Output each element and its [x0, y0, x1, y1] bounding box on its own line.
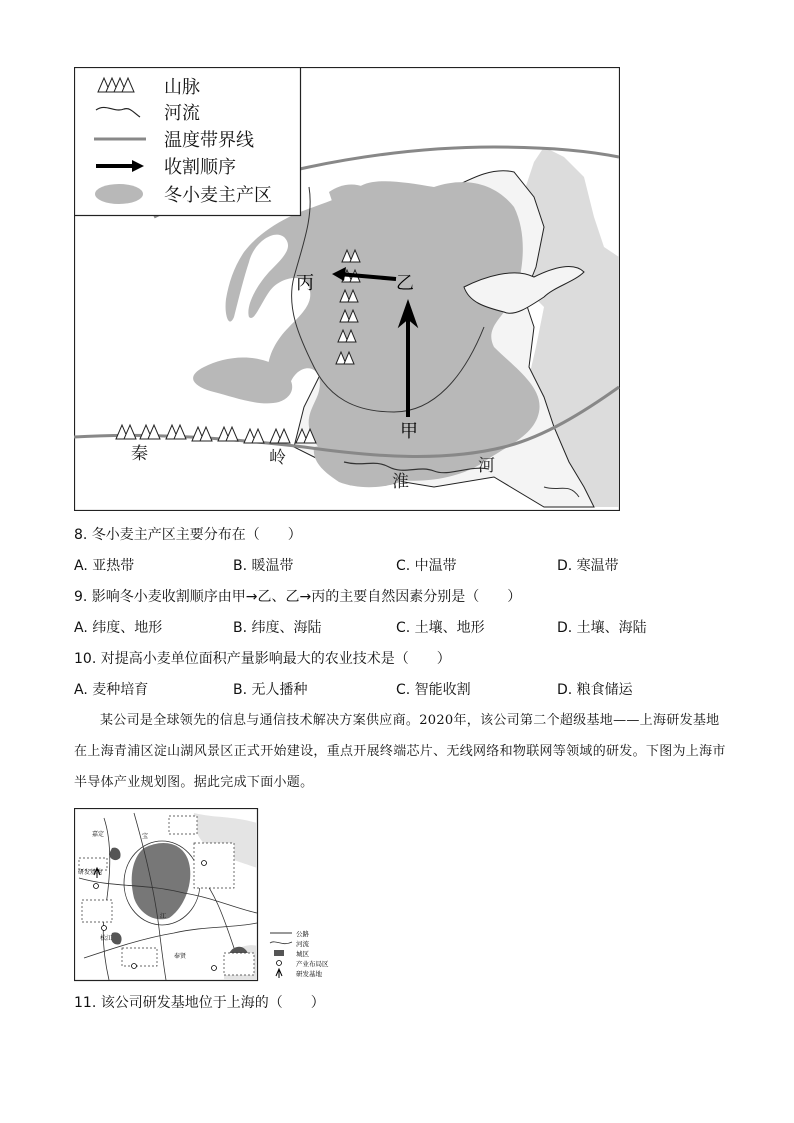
- urban-legend-icon: [274, 950, 284, 956]
- q9-option-c: C. 土壤、地形: [396, 620, 485, 636]
- legend2-urban: 城区: [296, 950, 309, 958]
- legend-mountain-label: 山脉: [164, 77, 200, 98]
- label-qin: 秦: [131, 444, 148, 464]
- legend2-road: 公路: [296, 930, 309, 938]
- legend-river-label: 河流: [164, 103, 200, 124]
- legend2-rd-base: 研发基地: [296, 970, 322, 978]
- q9-option-a: A. 纬度、地形: [74, 620, 163, 636]
- legend-wheat-area-label: 冬小麦主产区: [164, 185, 272, 206]
- reading-passage: 某公司是全球领先的信息与通信技术解决方案供应商。2020年，该公司第二个超级基地——上海研发基地在上海青浦区淀山湖风景区正式开始建设，重点开展终端芯片、无线网络和物联网等领域的研发。下图为上海市半导体产业规划图。据此完成下面小题。: [74, 713, 726, 790]
- legend-harvest-order-label: 收割顺序: [164, 157, 236, 178]
- shanghai-semiconductor-map: [74, 808, 334, 983]
- wheat-area-icon: [95, 184, 143, 204]
- place-songjiang: 松江: [100, 935, 113, 942]
- label-huai: 淮: [392, 472, 409, 492]
- place-fengxian: 奉贤: [174, 953, 187, 960]
- label-yi: 乙: [396, 273, 414, 294]
- q10-option-d: D. 粮食储运: [557, 682, 633, 698]
- q10-option-b: B. 无人播种: [233, 682, 308, 698]
- label-he: 河: [478, 456, 495, 476]
- rd-base-legend-icon: [276, 969, 282, 978]
- q10-option-c: C. 智能收割: [396, 682, 471, 698]
- question-11-stem: 11. 该公司研发基地位于上海的（ ）: [74, 995, 325, 1011]
- place-jiang: 江: [160, 913, 167, 920]
- label-ling: 岭: [269, 448, 286, 468]
- industry-legend-icon: [277, 961, 282, 966]
- question-9-stem: 9. 影响冬小麦收割顺序由甲→乙、乙→丙的主要自然因素分别是（ ）: [74, 589, 522, 605]
- legend2-industry: 产业布局区: [296, 960, 329, 968]
- map1-legend: [75, 68, 301, 216]
- legend2-river: 河流: [296, 940, 309, 948]
- label-jia: 甲: [400, 421, 418, 442]
- river-legend-icon: [270, 942, 292, 944]
- wheat-harvest-map: [74, 67, 620, 511]
- legend-temp-boundary-label: 温度带界线: [164, 130, 254, 151]
- question-8-stem: 8. 冬小麦主产区主要分布在（ ）: [74, 527, 302, 543]
- q9-option-b: B. 纬度、海陆: [233, 620, 322, 636]
- q8-option-a: A. 亚热带: [74, 558, 135, 574]
- place-bao: 宝: [142, 833, 149, 840]
- map2-legend: [270, 929, 329, 978]
- place-yanfa: 研发基地: [78, 869, 103, 876]
- question-10-stem: 10. 对提高小麦单位面积产量影响最大的农业技术是（ ）: [74, 651, 451, 667]
- q8-option-c: C. 中温带: [396, 558, 457, 574]
- q8-option-b: B. 暖温带: [233, 558, 294, 574]
- q9-option-d: D. 土壤、海陆: [557, 620, 647, 636]
- q8-option-d: D. 寒温带: [557, 558, 619, 574]
- place-jiading: 嘉定: [92, 831, 105, 838]
- q10-option-a: A. 麦种培育: [74, 682, 149, 698]
- label-bing: 丙: [296, 273, 314, 294]
